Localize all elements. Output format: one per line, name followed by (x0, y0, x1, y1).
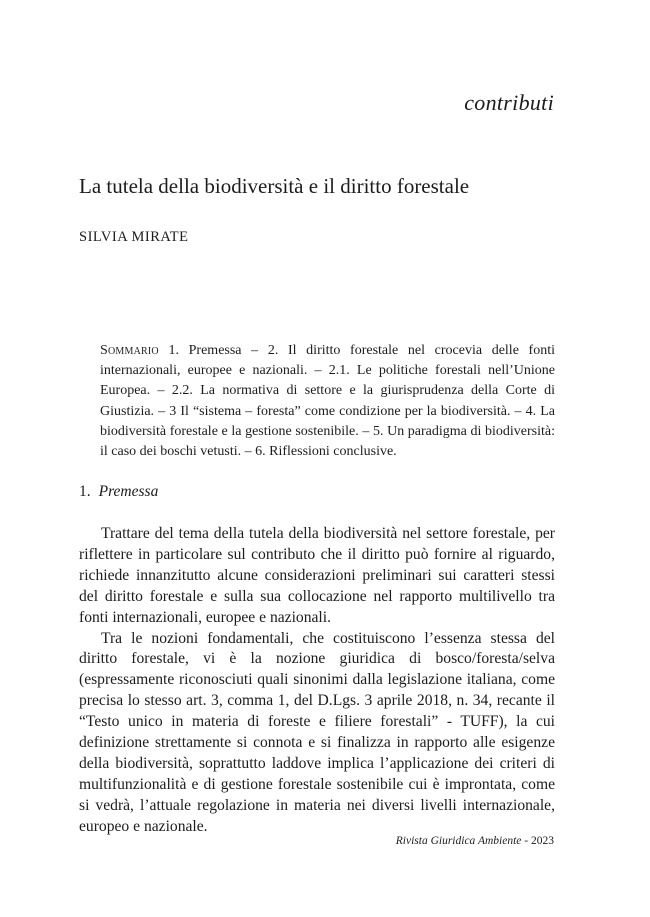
summary (100, 341, 555, 462)
footer-separator: - (521, 835, 531, 847)
body-paragraph: Trattare del tema della tutela della biodiversità nel settore forestale, per riflettere in particolare sul contributo che il diritto può fornire al riguardo, richiede innanzitutto alcune considerazioni preliminari sui caratteri stessi del diritto forestale e sulla sua collocazione nel rapporto multilivello tra fonti internazionali, europee e nazionali. (79, 525, 555, 626)
summary-text: 1. Premessa – 2. Il diritto forestale nel crocevia delle fonti internazionali, europee e nazionali. – 2.1. Le politiche forestali nell’Unione Europea. – 2.2. La normativa di settore e la giurisprudenza della Corte di Giustizia. – 3 Il “sistema – foresta” come condizione per la biodiversità. – 4. La biodiversità forestale e la gestione sostenibile. – 5. Un paradigma di biodiversità: il caso dei boschi vetusti. – 6. Riflessioni conclusive. (100, 343, 555, 460)
footer-year: 2023 (531, 835, 554, 847)
section-title: Premessa (98, 483, 159, 500)
body-text (79, 524, 555, 838)
section-tag: contributi (464, 90, 554, 115)
section-number: 1. (79, 483, 91, 500)
author-name: SILVIA MIRATE (79, 229, 189, 245)
body-paragraph: Tra le nozioni fondamentali, che costituiscono l’essenza stessa del diritto forestale, vi è la nozione giuridica di bosco/foresta/selva (espressamente riconosciuti quali sinonimi dalla legislazione italiana, come precisa lo stesso art. 3, comma 1, del D.Lgs. 3 aprile 2018, n. 34, recante il “Testo unico in materia di foreste e filiere forestali” - TUFF), la cui definizione strettamente si connota e si finalizza in rapporto alle esigenze della biodiversità, soprattutto laddove implica l’applicazione dei criteri di multifunzionalità e di gestione forestale sostenibile cui è improntata, come si vedrà, l’attuale regolazione in materia nei diversi livelli internazionale, europeo e nazionale. (79, 629, 555, 835)
summary-label: Sommario (100, 343, 159, 358)
page-footer (396, 835, 554, 847)
footer-journal: Rivista Giuridica Ambiente (395, 835, 522, 847)
section-heading (79, 483, 158, 501)
article-title: La tutela della biodiversità e il diritto forestale (79, 174, 470, 198)
